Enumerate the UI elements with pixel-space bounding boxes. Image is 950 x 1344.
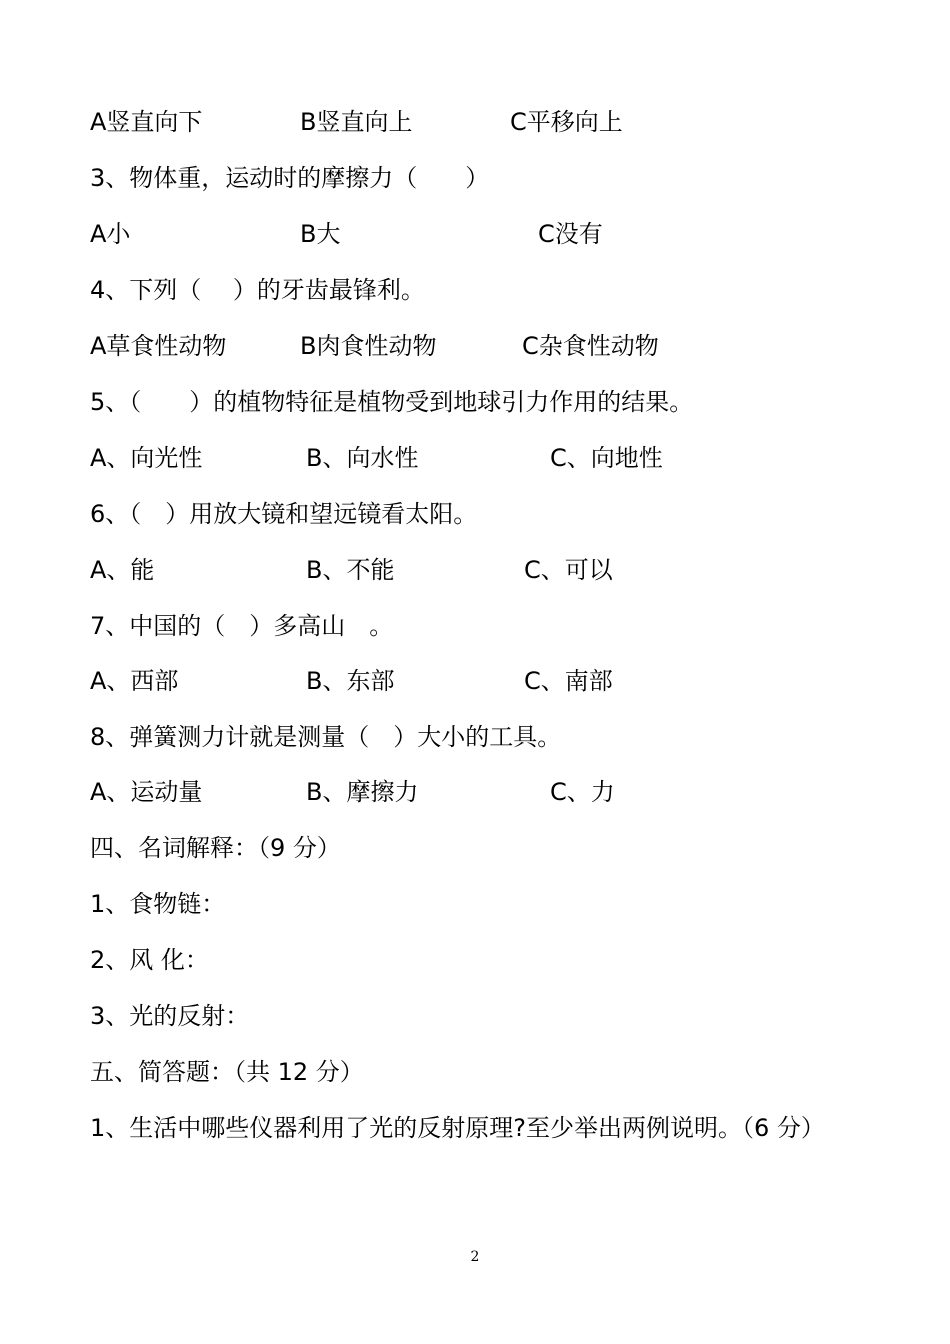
q6-option-c: C、可以 [524, 556, 613, 584]
q7-option-b: B、东部 [306, 667, 395, 695]
q5-option-a: A、向光性 [90, 444, 203, 472]
section4-item-3: 3、光的反射： [90, 1002, 250, 1030]
section5-item-1: 1、生活中哪些仪器利用了光的反射原理?至少举出两例说明。（6 分） [90, 1114, 825, 1142]
q4-question: 4、下列（ ）的牙齿最锋利。 [90, 276, 425, 304]
q2-option-b: B竖直向上 [300, 108, 413, 136]
q2-option-c: C平移向上 [510, 108, 623, 136]
q4-option-a: A草食性动物 [90, 332, 227, 360]
q7-option-a: A、西部 [90, 667, 179, 695]
q8-option-c: C、力 [550, 778, 615, 806]
q4-option-b: B肉食性动物 [300, 332, 437, 360]
section4-item-1: 1、食物链： [90, 890, 226, 918]
q8-option-b: B、摩擦力 [306, 778, 419, 806]
section4-item-2: 2、风 化： [90, 946, 209, 974]
q5-question: 5、（ ）的植物特征是植物受到地球引力作用的结果。 [90, 388, 694, 416]
q6-question: 6、（ ）用放大镜和望远镜看太阳。 [90, 500, 478, 528]
q3-option-a: A小 [90, 220, 131, 248]
section5-title: 五、简答题：（共 12 分） [90, 1058, 364, 1086]
q3-option-b: B大 [300, 220, 341, 248]
q7-question: 7、中国的（ ）多高山 。 [90, 612, 394, 640]
q3-option-c: C没有 [538, 220, 603, 248]
q5-option-c: C、向地性 [550, 444, 663, 472]
q4-option-c: C杂食性动物 [522, 332, 659, 360]
page-number: 2 [470, 1249, 480, 1265]
q8-option-a: A、运动量 [90, 778, 203, 806]
q8-question: 8、弹簧测力计就是测量（ ）大小的工具。 [90, 723, 562, 751]
q6-option-a: A、能 [90, 556, 155, 584]
q3-question: 3、物体重，运动时的摩擦力（ ） [90, 164, 490, 192]
q6-option-b: B、不能 [306, 556, 395, 584]
q5-option-b: B、向水性 [306, 444, 419, 472]
q2-option-a: A竖直向下 [90, 108, 203, 136]
section4-title: 四、名词解释：（9 分） [90, 834, 341, 862]
q7-option-c: C、南部 [524, 667, 613, 695]
